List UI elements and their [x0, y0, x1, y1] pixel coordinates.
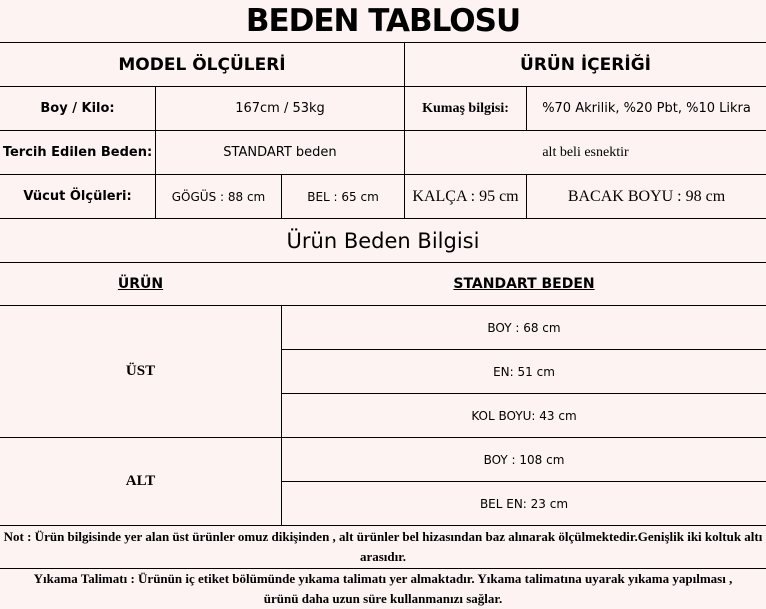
- bottom-product-label: ALT: [125, 473, 156, 489]
- height-weight-label: Boy / Kilo:: [40, 101, 115, 116]
- body-measure-label: Vücut Ölçüleri:: [23, 189, 132, 204]
- size-column-header: STANDART BEDEN: [453, 276, 595, 292]
- top-length: BOY : 68 cm: [487, 320, 561, 335]
- top-width: EN: 51 cm: [493, 364, 555, 379]
- fabric-value: %70 Akrilik, %20 Pbt, %10 Likra: [542, 101, 751, 116]
- product-section-title: ÜRÜN İÇERİĞİ: [520, 54, 651, 75]
- preferred-size-label: Tercih Edilen Beden:: [2, 145, 153, 160]
- chest-value: GÖGÜS : 88 cm: [171, 189, 266, 204]
- top-sleeve-length: KOL BOYU: 43 cm: [471, 408, 577, 423]
- page-title: BEDEN TABLOSU: [245, 3, 521, 39]
- bottom-waist-width: BEL EN: 23 cm: [479, 496, 569, 511]
- top-product-label: ÜST: [125, 363, 156, 379]
- fabric-label: Kumaş bilgisi:: [422, 100, 509, 116]
- measurement-note: Not : Ürün bilgisinde yer alan üst ürünler omuz dikişinden , alt ürünler bel hizasından baz alınarak ölçülmektedir.Genişlik iki koltuk altı arasıdır.: [3, 529, 763, 564]
- product-column-header: ÜRÜN: [117, 276, 164, 292]
- preferred-size-value: STANDART beden: [223, 145, 337, 160]
- washing-instructions: Yıkama Talimatı : Ürünün iç etiket bölümünde yıkama talimatı yer almaktadır. Yıkama talimatına uyarak yıkama yapılması , ürünü daha uzun süre kullanmanızı sağlar.: [33, 571, 733, 606]
- size-info-title: Ürün Beden Bilgisi: [286, 228, 480, 253]
- stretch-note: alt beli esnektir: [542, 144, 629, 160]
- model-section-title: MODEL ÖLÇÜLERİ: [118, 54, 286, 75]
- bottom-length: BOY : 108 cm: [483, 452, 565, 467]
- waist-value: BEL : 65 cm: [307, 189, 379, 204]
- height-weight-value: 167cm / 53kg: [235, 101, 325, 116]
- leg-length-value: BACAK BOYU : 98 cm: [567, 187, 726, 205]
- hip-value: KALÇA : 95 cm: [412, 187, 519, 205]
